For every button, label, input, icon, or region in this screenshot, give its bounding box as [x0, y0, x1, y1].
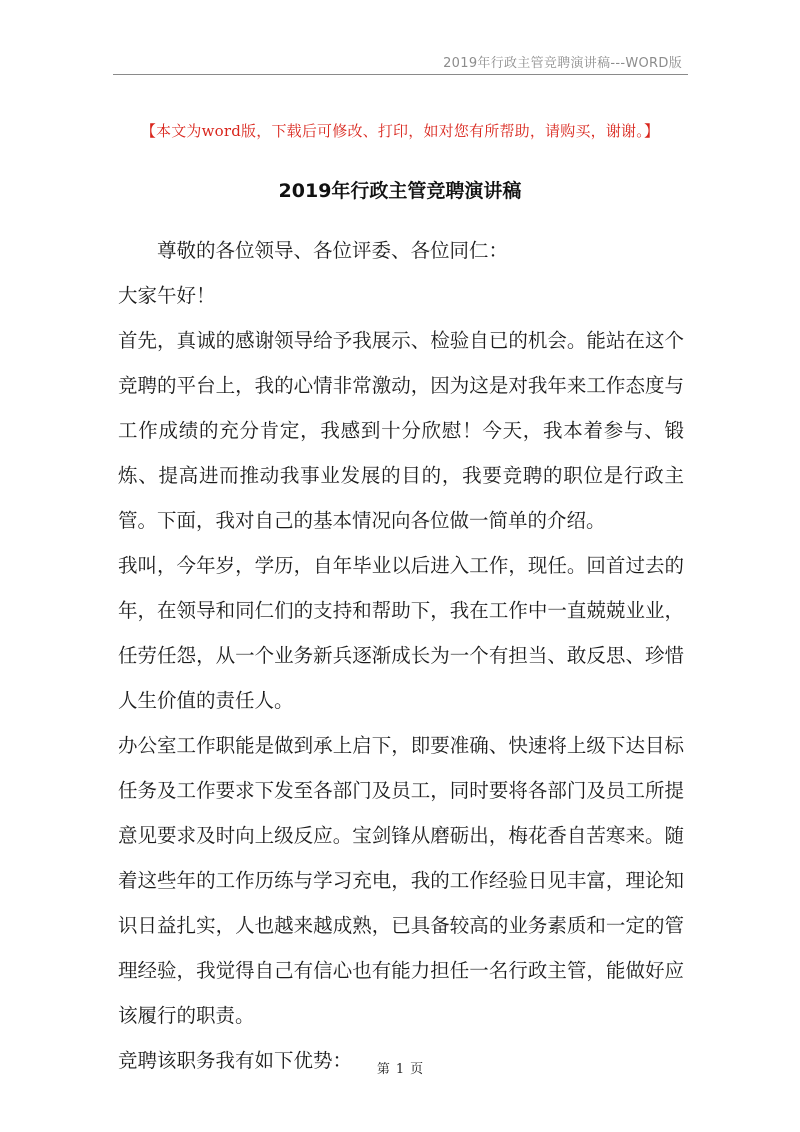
body-paragraph: 我叫，今年岁，学历，自年毕业以后进入工作，现任。回首过去的年，在领导和同仁们的支持和帮助下，我在工作中一直兢兢业业，任劳任怨，从一个业务新兵逐渐成长为一个有担当、敢反思、珍惜人生价值的责任人。: [118, 554, 684, 712]
document-body: [118, 228, 684, 1083]
body-paragraph: 办公室工作职能是做到承上启下，即要准确、快速将上级下达目标任务及工作要求下发至各部门及员工，同时要将各部门及员工所提意见要求及时向上级反应。宝剑锋从磨砺出，梅花香自苦寒来。随着这些年的工作历练与学习充电，我的工作经验日见丰富，理论知识日益扎实，人也越来越成熟，已具备较高的业务素质和一定的管理经验，我觉得自己有信心也有能力担任一名行政主管，能做好应该履行的职责。: [118, 734, 684, 1027]
running-header: 2019年行政主管竞聘演讲稿---WORD版: [443, 56, 682, 71]
footer-prefix: 第: [376, 1062, 390, 1077]
footer-suffix: 页: [410, 1062, 424, 1077]
purchase-notice: 【本文为word版，下载后可修改、打印，如对您有所帮助，请购买，谢谢。】: [140, 122, 660, 140]
body-paragraph: 首先，真诚的感谢领导给予我展示、检验自已的机会。能站在这个竞聘的平台上，我的心情非常激动，因为这是对我年来工作态度与工作成绩的充分肯定，我感到十分欣慰！今天，我本着参与、锻炼、提高进而推动我事业发展的目的，我要竞聘的职位是行政主管。下面，我对自己的基本情况向各位做一简单的介绍。: [118, 329, 684, 532]
document-title: 2019年行政主管竞聘演讲稿: [278, 180, 522, 202]
page-footer: [0, 1058, 800, 1077]
greeting-paragraph: 大家午好！: [118, 284, 216, 307]
page-number: 1: [395, 1062, 405, 1077]
body-paragraph: 竞聘该职务我有如下优势：: [118, 1049, 353, 1072]
header-divider: [113, 74, 688, 75]
salutation-paragraph: 尊敬的各位领导、各位评委、各位同仁：: [157, 239, 509, 262]
